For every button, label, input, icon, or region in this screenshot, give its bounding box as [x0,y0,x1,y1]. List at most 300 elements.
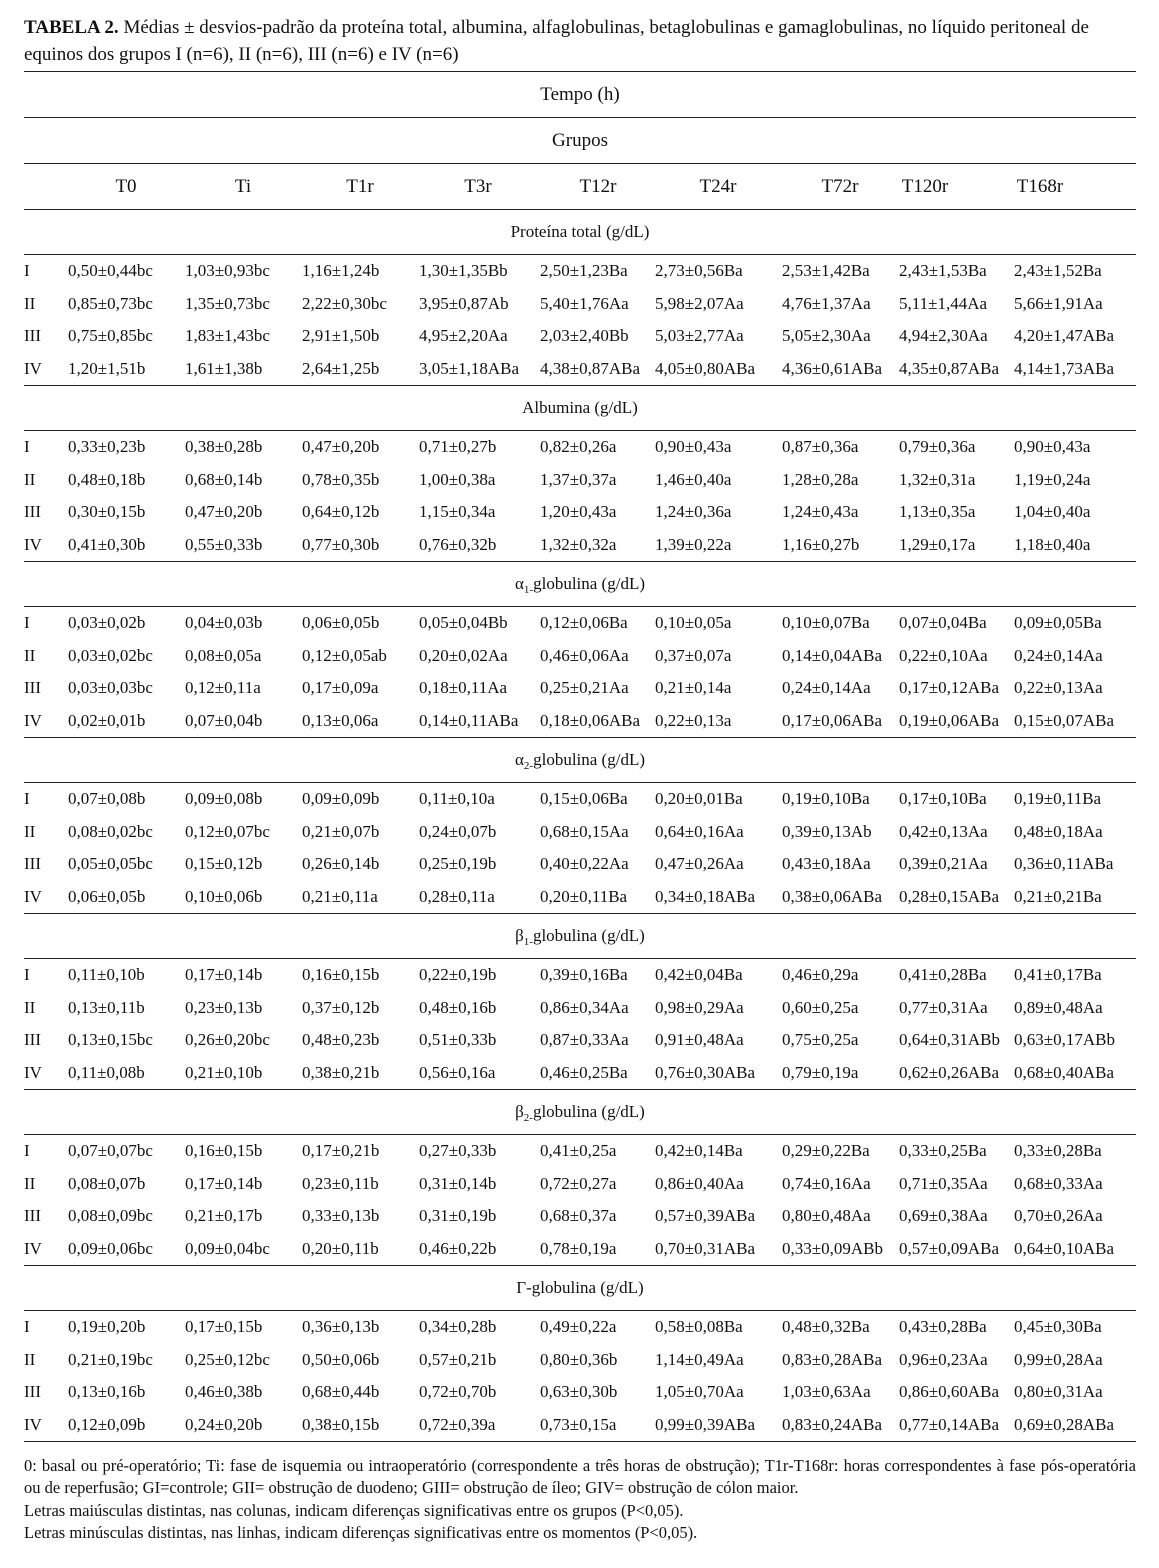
table-cell: 0,47±0,20b [302,437,380,456]
section-title-suffix: globulina (g/dL) [532,1102,645,1121]
row-group-label: III [24,854,41,873]
table-cell: 1,28±0,28a [782,469,859,489]
column-header: T72r [821,176,859,197]
table-cell: 0,02±0,01b [68,710,146,730]
table-cell: 0,76±0,30ABa [655,1062,755,1082]
table-cell: 0,48±0,18Aa [1014,821,1103,841]
table-cell: 0,69±0,28ABa [1014,1414,1114,1434]
table-cell: 0,20±0,01Ba [655,789,743,808]
footnote-uppercase: Letras maiúsculas distintas, nas colunas, indicam diferenças significativas entre os grupos (P<0,05). [24,1501,684,1520]
table-cell: 0,28±0,15ABa [899,886,999,906]
table-cell: 0,57±0,39ABa [655,1206,755,1225]
table-cell: 0,17±0,12ABa [899,678,999,697]
table-cell: 0,68±0,33Aa [1014,1173,1103,1193]
caption-text: Médias ± desvios-padrão da proteína total, albumina, alfaglobulinas, betaglobulinas e gamaglobulinas, no líquido peritoneal de equinos dos grupos I (n=6), II (n=6), III (n=6) e IV (n=6) [24,17,1089,65]
table-cell: 1,05±0,70Aa [655,1382,744,1401]
table-cell: 5,05±2,30Aa [782,326,871,345]
table-cell: 0,83±0,28ABa [782,1349,882,1369]
table-cell: 0,34±0,28b [419,1317,497,1336]
table-cell: 1,46±0,40a [655,469,732,489]
table-caption [24,14,1139,68]
table-cell: 0,31±0,14b [419,1173,497,1193]
table-cell: 4,36±0,61ABa [782,358,882,378]
rule [24,1265,1136,1266]
table-cell: 0,86±0,34Aa [540,997,629,1017]
table-cell: 0,25±0,19b [419,854,497,873]
table-cell: 0,63±0,17ABb [1014,1030,1115,1049]
row-group-label: II [24,821,36,841]
rule [24,1134,1136,1135]
table-cell: 0,86±0,60ABa [899,1382,999,1401]
table-cell: 0,38±0,21b [302,1062,380,1082]
row-group-label: II [24,1349,36,1369]
section-title-text: β [515,926,524,945]
table-cell: 0,57±0,09ABa [899,1238,999,1258]
table-cell: 1,35±0,73bc [185,293,270,313]
table-cell: 0,33±0,09ABb [782,1238,883,1258]
table-cell: 0,24±0,14Aa [782,678,871,697]
table-cell: 0,24±0,20b [185,1414,263,1434]
rule [24,606,1136,607]
row-group-label: III [24,1030,41,1049]
table-cell: 0,17±0,09a [302,678,379,697]
table-cell: 0,21±0,11a [302,886,378,906]
table-cell: 5,98±2,07Aa [655,293,744,313]
table-cell: 0,17±0,06ABa [782,710,882,730]
table-cell: 0,43±0,28Ba [899,1317,987,1336]
table-cell: 0,98±0,29Aa [655,997,744,1017]
row-group-label: IV [24,1062,42,1082]
table-cell: 0,17±0,10Ba [899,789,987,808]
table-cell: 0,75±0,25a [782,1030,859,1049]
row-group-label: IV [24,358,42,378]
table-cell: 0,05±0,04Bb [419,613,508,632]
table-cell: 0,68±0,40ABa [1014,1062,1114,1082]
table-cell: 0,11±0,08b [68,1062,145,1082]
column-header: T3r [464,176,492,197]
table-cell: 0,27±0,33b [419,1141,497,1160]
table-cell: 0,10±0,05a [655,613,732,632]
table-cell: 1,83±1,43bc [185,326,270,345]
table-cell: 0,06±0,05b [68,886,146,906]
table-cell: 0,15±0,12b [185,854,263,873]
table-cell: 0,41±0,30b [68,534,146,554]
table-cell: 0,80±0,36b [540,1349,618,1369]
table-cell: 0,12±0,11a [185,678,261,697]
table-cell: 2,64±1,25b [302,358,380,378]
top-rule [24,71,1136,72]
table-cell: 1,03±0,93bc [185,261,270,280]
row-group-label: III [24,678,41,697]
table-cell: 0,38±0,06ABa [782,886,882,906]
table-cell: 0,46±0,06Aa [540,645,629,665]
table-cell: 0,19±0,10Ba [782,789,870,808]
section-title-subscript: 2- [523,1112,533,1124]
section-title-text: Albumina (g/dL) [522,398,638,417]
section-title-text: Proteína total (g/dL) [510,222,650,241]
table-cell: 0,68±0,14b [185,469,263,489]
table-cell: 0,39±0,16Ba [540,965,628,984]
table-cell: 0,33±0,25Ba [899,1141,987,1160]
table-cell: 0,24±0,07b [419,821,497,841]
table-cell: 0,19±0,06ABa [899,710,999,730]
table-cell: 0,28±0,11a [419,886,495,906]
row-group-label: III [24,326,41,345]
row-group-label: II [24,1173,36,1193]
table-cell: 0,69±0,38Aa [899,1206,988,1225]
table-cell: 0,31±0,19b [419,1206,497,1225]
section-title [24,926,1136,946]
table-cell: 0,15±0,06Ba [540,789,628,808]
table-cell: 0,38±0,15b [302,1414,380,1434]
table-cell: 0,37±0,07a [655,645,732,665]
table-cell: 0,17±0,21b [302,1141,380,1160]
table-cell: 0,13±0,15bc [68,1030,153,1049]
table-cell: 0,25±0,12bc [185,1349,270,1369]
table-cell: 1,15±0,34a [419,502,496,521]
table-cell: 0,13±0,06a [302,710,379,730]
table-cell: 0,43±0,18Aa [782,854,871,873]
table-cell: 0,71±0,35Aa [899,1173,988,1193]
row-group-label: III [24,502,41,521]
table-cell: 0,64±0,10ABa [1014,1238,1114,1258]
table-cell: 0,16±0,15b [185,1141,263,1160]
table-cell: 0,90±0,43a [1014,437,1091,456]
row-group-label: I [24,261,30,280]
table-cell: 0,21±0,17b [185,1206,263,1225]
table-cell: 4,20±1,47ABa [1014,326,1114,345]
table-cell: 0,72±0,70b [419,1382,497,1401]
table-cell: 0,68±0,44b [302,1382,380,1401]
table-cell: 0,03±0,02bc [68,645,153,665]
table-cell: 0,17±0,14b [185,965,263,984]
rule [24,561,1136,562]
table-cell: 0,11±0,10a [419,789,495,808]
table-cell: 0,23±0,11b [302,1173,379,1193]
table-cell: 1,37±0,37a [540,469,617,489]
table-cell: 0,22±0,13a [655,710,732,730]
row-group-label: II [24,469,36,489]
table-cell: 0,20±0,11Ba [540,886,628,906]
table-cell: 0,21±0,07b [302,821,380,841]
table-cell: 0,05±0,05bc [68,854,153,873]
table-cell: 0,72±0,27a [540,1173,617,1193]
section-title [24,222,1136,242]
caption-label: TABELA 2. [24,17,119,38]
table-cell: 2,03±2,40Bb [540,326,629,345]
table-cell: 0,29±0,22Ba [782,1141,870,1160]
rule [24,1441,1136,1442]
rule [24,782,1136,783]
column-header: T168r [1016,176,1064,197]
section-title-subscript: 1- [523,584,534,596]
table-cell: 0,10±0,06b [185,886,263,906]
table-cell: 0,49±0,22a [540,1317,617,1336]
row-group-label: IV [24,710,42,730]
table-cell: 0,20±0,02Aa [419,645,508,665]
table-cell: 0,78±0,19a [540,1238,617,1258]
table-cell: 0,23±0,13b [185,997,263,1017]
table-cell: 0,86±0,40Aa [655,1173,744,1193]
table-cell: 0,24±0,14Aa [1014,645,1103,665]
header-grupos: Grupos [552,130,608,151]
table-cell: 4,14±1,73ABa [1014,358,1114,378]
row-group-label: III [24,1382,41,1401]
table-cell: 5,03±2,77Aa [655,326,744,345]
table-cell: 0,91±0,48Aa [655,1030,744,1049]
table-cell: 3,95±0,87Ab [419,293,509,313]
table-cell: 0,63±0,30b [540,1382,618,1401]
table-cell: 0,12±0,06Ba [540,613,628,632]
table-cell: 0,47±0,26Aa [655,854,744,873]
table-cell: 0,64±0,12b [302,502,380,521]
table-cell: 0,42±0,13Aa [899,821,988,841]
section-title [24,398,1136,418]
table-cell: 0,12±0,07bc [185,821,270,841]
table-cell: 0,16±0,15b [302,965,380,984]
rule [24,209,1136,210]
table-cell: 0,77±0,31Aa [899,997,988,1017]
table-cell: 0,14±0,11ABa [419,710,519,730]
table-cell: 0,58±0,08Ba [655,1317,743,1336]
table-cell: 1,04±0,40a [1014,502,1091,521]
table-cell: 1,16±0,27b [782,534,860,554]
table-cell: 1,24±0,43a [782,502,859,521]
table-cell: 0,22±0,19b [419,965,497,984]
table-cell: 0,22±0,13Aa [1014,678,1103,697]
table-cell: 0,06±0,05b [302,613,380,632]
table-cell: 0,33±0,13b [302,1206,380,1225]
table-cell: 0,50±0,06b [302,1349,380,1369]
column-header: T0 [115,176,137,197]
row-group-label: IV [24,534,42,554]
table-cell: 0,79±0,36a [899,437,976,456]
table-cell: 0,64±0,31ABb [899,1030,1000,1049]
rule [24,1089,1136,1090]
table-cell: 0,55±0,33b [185,534,263,554]
table-cell: 0,21±0,19bc [68,1349,153,1369]
table-cell: 0,13±0,11b [68,997,145,1017]
table-cell: 1,00±0,38a [419,469,496,489]
table-cell: 0,20±0,11b [302,1238,379,1258]
table-cell: 0,45±0,30Ba [1014,1317,1102,1336]
footnote-abbreviations: 0: basal ou pré-operatório; Ti: fase de isquemia ou intraoperatório (correspondente a três horas de obstrução); T1r-T168r: horas correspondentes à fase pós-operatória ou de reperfusão; GI=controle; GII= obstrução de duodeno; GIII= obstrução de íleo; GIV= obstrução de cólon maior. [24,1456,1136,1497]
table-cell: 2,53±1,42Ba [782,261,870,280]
rule [24,163,1136,164]
table-cell: 0,09±0,08b [185,789,263,808]
table-cell: 0,09±0,09b [302,789,380,808]
row-group-label: I [24,1141,30,1160]
table-cell: 0,56±0,16a [419,1062,496,1082]
table-cell: 0,21±0,10b [185,1062,263,1082]
table-cell: 1,24±0,36a [655,502,732,521]
table-cell: 0,48±0,23b [302,1030,380,1049]
table-cell: 0,19±0,11Ba [1014,789,1102,808]
section-title-subscript: 1- [523,936,533,948]
table-cell: 0,30±0,15b [68,502,146,521]
table-cell: 4,38±0,87ABa [540,358,640,378]
table-cell: 2,50±1,23Ba [540,261,628,280]
table-cell: 1,32±0,32a [540,534,617,554]
row-group-label: II [24,293,36,313]
table-cell: 0,47±0,20b [185,502,263,521]
table-cell: 0,83±0,24ABa [782,1414,882,1434]
section-title-text: β [515,1102,524,1121]
table-cell: 2,73±0,56Ba [655,261,743,280]
table-cell: 0,08±0,07b [68,1173,146,1193]
row-group-label: IV [24,1414,42,1434]
table-cell: 0,68±0,15Aa [540,821,629,841]
table-cell: 4,05±0,80ABa [655,358,755,378]
table-cell: 0,03±0,02b [68,613,146,632]
table-cell: 0,34±0,18ABa [655,886,755,906]
table-cell: 0,50±0,44bc [68,261,153,280]
table-cell: 1,39±0,22a [655,534,732,554]
rule [24,737,1136,738]
table-cell: 0,79±0,19a [782,1062,859,1082]
section-title-suffix: globulina (g/dL) [533,750,645,769]
table-cell: 0,51±0,33b [419,1030,497,1049]
table-cell: 0,70±0,31ABa [655,1238,755,1258]
column-header: T24r [699,176,737,197]
table-cell: 0,13±0,16b [68,1382,146,1401]
table-cell: 5,66±1,91Aa [1014,293,1103,313]
table-cell: 1,20±0,43a [540,502,617,521]
row-group-label: II [24,645,36,665]
section-title-suffix: globulina (g/dL) [533,574,645,593]
section-title-text: α [515,574,524,593]
table-cell: 0,64±0,16Aa [655,821,744,841]
table-cell: 1,32±0,31a [899,469,976,489]
table-cell: 0,89±0,48Aa [1014,997,1103,1017]
table-cell: 0,85±0,73bc [68,293,153,313]
table-cell: 1,30±1,35Bb [419,261,508,280]
table-cell: 0,18±0,11Aa [419,678,508,697]
table-cell: 0,09±0,04bc [185,1238,270,1258]
table-cell: 2,91±1,50b [302,326,380,345]
table-cell: 1,13±0,35a [899,502,976,521]
section-title-subscript: 2- [523,760,534,772]
table-cell: 0,04±0,03b [185,613,263,632]
footnote-lowercase: Letras minúsculas distintas, nas linhas, indicam diferenças significativas entre os momentos (P<0,05). [24,1523,698,1542]
column-header: Ti [234,176,252,197]
table-cell: 0,42±0,14Ba [655,1141,743,1160]
row-group-label: IV [24,886,42,906]
table-cell: 0,72±0,39a [419,1414,496,1434]
table-cell: 1,03±0,63Aa [782,1382,871,1401]
table-cell: 0,36±0,11ABa [1014,854,1114,873]
table-cell: 0,21±0,14a [655,678,732,697]
table-cell: 0,41±0,25a [540,1141,617,1160]
table-cell: 0,76±0,32b [419,534,497,554]
table-cell: 2,43±1,52Ba [1014,261,1102,280]
table-cell: 4,95±2,20Aa [419,326,508,345]
table-cell: 0,17±0,14b [185,1173,263,1193]
table-cell: 1,29±0,17a [899,534,976,554]
table-cell: 0,75±0,85bc [68,326,153,345]
section-title-suffix: globulina (g/dL) [532,926,645,945]
column-header: T1r [346,176,374,197]
table-cell: 0,99±0,28Aa [1014,1349,1103,1369]
table-cell: 0,07±0,08b [68,789,146,808]
table-cell: 4,94±2,30Aa [899,326,988,345]
table-cell: 1,18±0,40a [1014,534,1091,554]
table-cell: 0,26±0,20bc [185,1030,270,1049]
section-title [24,1278,1136,1298]
table-cell: 0,70±0,26Aa [1014,1206,1103,1225]
table-cell: 1,19±0,24a [1014,469,1091,489]
table-cell: 0,12±0,09b [68,1414,146,1434]
table-cell: 0,07±0,04b [185,710,263,730]
table-cell: 0,71±0,27b [419,437,497,456]
rule [24,254,1136,255]
table-cell: 0,80±0,48Aa [782,1206,871,1225]
table-cell: 0,42±0,04Ba [655,965,743,984]
table-cell: 0,11±0,10b [68,965,145,984]
table-cell: 0,40±0,22Aa [540,854,629,873]
table-cell: 0,68±0,37a [540,1206,617,1225]
table-cell: 0,60±0,25a [782,997,859,1017]
table-cell: 1,20±1,51b [68,358,146,378]
row-group-label: III [24,1206,41,1225]
table-cell: 0,99±0,39ABa [655,1414,755,1434]
row-group-label: IV [24,1238,42,1258]
table-cell: 0,77±0,30b [302,534,380,554]
table-cell: 0,08±0,09bc [68,1206,153,1225]
table-cell: 0,36±0,13b [302,1317,380,1336]
section-title-text: α [515,750,524,769]
table-cell: 0,33±0,28Ba [1014,1141,1102,1160]
table-cell: 0,46±0,25Ba [540,1062,628,1082]
table-cell: 0,08±0,02bc [68,821,153,841]
table-cell: 0,21±0,21Ba [1014,886,1102,906]
table-cell: 0,10±0,07Ba [782,613,870,632]
rule [24,117,1136,118]
row-group-label: I [24,613,30,632]
rule [24,958,1136,959]
table-cell: 1,14±0,49Aa [655,1349,744,1369]
section-title [24,750,1136,770]
table-cell: 0,03±0,03bc [68,678,153,697]
table-cell: 0,46±0,22b [419,1238,497,1258]
table-cell: 0,82±0,26a [540,437,617,456]
table-cell: 0,08±0,05a [185,645,262,665]
table-cell: 0,41±0,17Ba [1014,965,1102,984]
table-cell: 0,19±0,20b [68,1317,146,1336]
table-cell: 0,74±0,16Aa [782,1173,871,1193]
table-cell: 0,77±0,14ABa [899,1414,999,1434]
table-cell: 0,48±0,18b [68,469,146,489]
row-group-label: I [24,965,30,984]
table-cell: 0,18±0,06ABa [540,710,640,730]
table-cell: 0,80±0,31Aa [1014,1382,1103,1401]
table-cell: 0,39±0,13Ab [782,821,872,841]
table-cell: 0,96±0,23Aa [899,1349,988,1369]
table-cell: 0,90±0,43a [655,437,732,456]
table-cell: 0,22±0,10Aa [899,645,988,665]
row-group-label: I [24,437,30,456]
rule [24,913,1136,914]
table-cell: 0,33±0,23b [68,437,146,456]
table-cell: 0,25±0,21Aa [540,678,629,697]
table-cell: 4,76±1,37Aa [782,293,871,313]
table-cell: 0,48±0,16b [419,997,497,1017]
table-cell: 0,14±0,04ABa [782,645,882,665]
table-cell: 0,26±0,14b [302,854,380,873]
table-cell: 0,48±0,32Ba [782,1317,870,1336]
table-cell: 2,22±0,30bc [302,293,387,313]
column-header: T12r [579,176,617,197]
